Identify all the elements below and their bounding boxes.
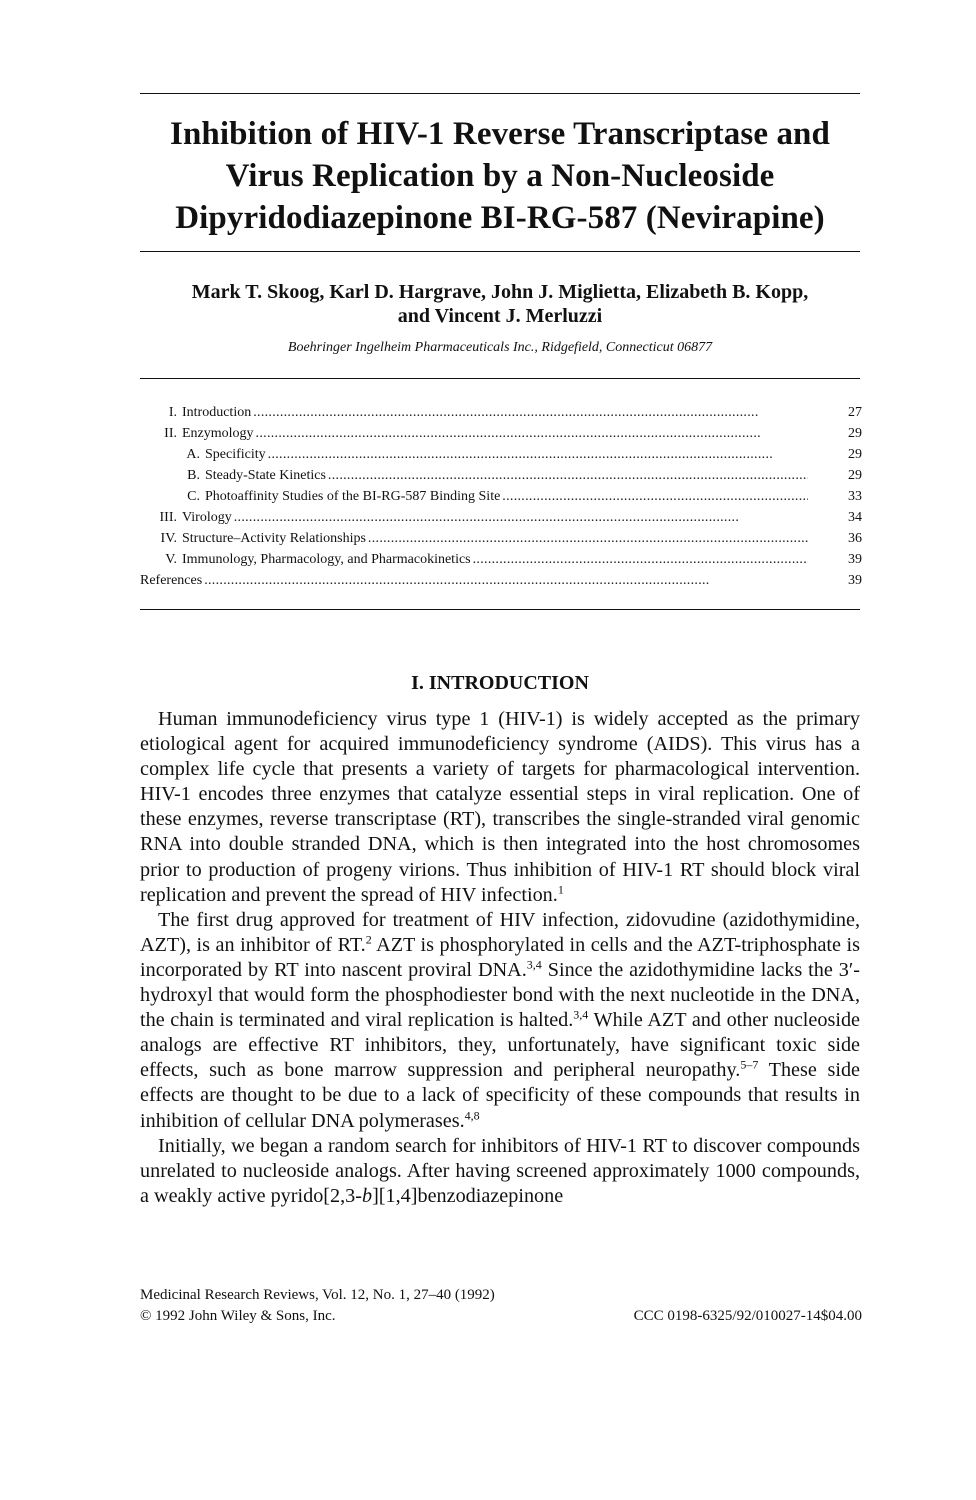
authors-line: Mark T. Skoog, Karl D. Hargrave, John J. Miglietta, Elizabeth B. Kopp, (191, 281, 809, 303)
toc-leader-dots (256, 423, 808, 444)
citation-superscript: 5–7 (740, 1057, 759, 1072)
toc-leader-dots (268, 444, 808, 465)
toc-leader-dots (502, 486, 808, 507)
body-text (140, 707, 860, 1209)
title-line: Inhibition of HIV-1 Reverse Transcriptase and (170, 116, 830, 152)
toc-entry-title: Specificity (205, 447, 266, 462)
body-paragraph: Initially, we began a random search for inhibitors of HIV-1 RT to discover compounds unrelated to nucleoside analogs. After having screened approximately 1000 compounds, a weakly active pyrido[2,3-b][1,4]benzodiazepinone (140, 1134, 860, 1207)
article-title (140, 113, 860, 239)
toc-page-number: 29 (848, 468, 862, 483)
toc-page-number: 39 (848, 552, 862, 567)
toc-page-number: 29 (848, 447, 862, 462)
toc-number: C. (187, 489, 200, 504)
toc-row (140, 528, 862, 549)
toc-page-number: 39 (848, 573, 862, 588)
toc-page-number: 29 (848, 426, 862, 441)
toc-entry-title: References (140, 573, 203, 588)
citation-superscript: 1 (557, 881, 564, 896)
toc-leader-dots (253, 402, 808, 423)
toc-leader-dots (368, 528, 808, 549)
toc-number: A. (186, 447, 200, 462)
table-of-contents (140, 402, 862, 591)
toc-number: II. (164, 426, 177, 441)
section-heading: I. INTRODUCTION (411, 672, 589, 694)
affiliation: Boehringer Ingelheim Pharmaceuticals Inc., Ridgefield, Connecticut 06877 (287, 340, 713, 355)
toc-row (140, 423, 862, 444)
toc-row (140, 465, 862, 486)
toc-row (140, 402, 862, 423)
copyright: © 1992 John Wiley & Sons, Inc. (140, 1308, 336, 1324)
toc-leader-dots (473, 549, 808, 570)
toc-entry-title: Virology (182, 510, 232, 525)
toc-number: V. (165, 552, 177, 567)
toc-page-number: 33 (848, 489, 862, 504)
toc-top-rule (140, 378, 860, 379)
italic-text: b (361, 1184, 373, 1207)
body-paragraph: The first drug approved for treatment of HIV infection, zidovudine (azidothymidine, AZT), is an inhibitor of RT.$^2$ AZT is phosphorylated in cells and the AZT-triphosphate is incorporated by RT into nascent proviral DNA.$^{3,4}$ Since the azidothymidine lacks the 3′-hydroxyl that would form the phosphodiester bond with the next nucleotide in the DNA, the chain is terminated and viral replication is halted.$^{3,4}$ While AZT and other nucleoside analogs are effective RT inhibitors, they, unfortunately, have significant toxic side effects, such as bone marrow suppression and peripheral neuropathy.$^{5-7}$ These side effects are thought to be due to a lack of specificity of these compounds that results in inhibition of cellular DNA polymerases.$^{4,8}$ (140, 908, 861, 1132)
toc-page-number: 34 (848, 510, 862, 525)
toc-number: B. (187, 468, 200, 483)
toc-entry-title: Steady-State Kinetics (205, 468, 326, 483)
toc-leader-dots (328, 465, 808, 486)
toc-entry-title: Enzymology (182, 426, 254, 441)
toc-number: I. (168, 405, 177, 420)
title-line: Virus Replication by a Non-Nucleoside (225, 158, 775, 194)
toc-page-number: 36 (848, 531, 862, 546)
toc-page-number: 27 (848, 405, 862, 420)
body-paragraph: Human immunodeficiency virus type 1 (HIV-1) is widely accepted as the primary etiological agent for acquired immunodeficiency syndrome (AIDS). This virus has a complex life cycle that presents a variety of targets for pharmacological intervention. HIV-1 encodes three enzymes that catalyze essential steps in viral replication. One of these enzymes, reverse transcriptase (RT), transcribes the single-stranded viral genomic RNA into double stranded DNA, which is then integrated into the host chromosomes prior to production of progeny virions. Thus inhibition of HIV-1 RT should block viral replication and prevent the spread of HIV infection.$^1$ (140, 708, 860, 906)
toc-leader-dots (234, 507, 808, 528)
top-rule (140, 93, 860, 94)
journal-citation: Medicinal Research Reviews, Vol. 12, No. 1, 27–40 (1992) (140, 1287, 495, 1303)
page-footer (140, 1285, 862, 1327)
citation-superscript: 4,8 (464, 1107, 480, 1122)
toc-row (140, 444, 862, 465)
toc-row (140, 570, 862, 591)
title-rule (140, 251, 860, 252)
citation-superscript: 3,4 (526, 957, 542, 972)
toc-entry-title: Structure–Activity Relationships (182, 531, 366, 546)
toc-number: III. (159, 510, 177, 525)
toc-leader-dots (204, 570, 808, 591)
toc-row (140, 486, 862, 507)
toc-entry-title: Photoaffinity Studies of the BI-RG-587 Binding Site (205, 489, 501, 504)
toc-entry-title: Introduction (182, 405, 252, 420)
toc-bottom-rule (140, 609, 860, 610)
toc-number: IV. (160, 531, 177, 546)
toc-entry-title: Immunology, Pharmacology, and Pharmacokinetics (182, 552, 471, 567)
title-line: Dipyridodiazepinone BI-RG-587 (Nevirapine) (175, 200, 825, 236)
authors (140, 280, 860, 328)
toc-row (140, 507, 862, 528)
ccc-code: CCC 0198-6325/92/010027-14$04.00 (633, 1308, 862, 1324)
toc-row (140, 549, 862, 570)
authors-line: and Vincent J. Merluzzi (397, 305, 603, 327)
citation-superscript: 2 (365, 932, 372, 947)
citation-superscript: 3,4 (573, 1007, 589, 1022)
